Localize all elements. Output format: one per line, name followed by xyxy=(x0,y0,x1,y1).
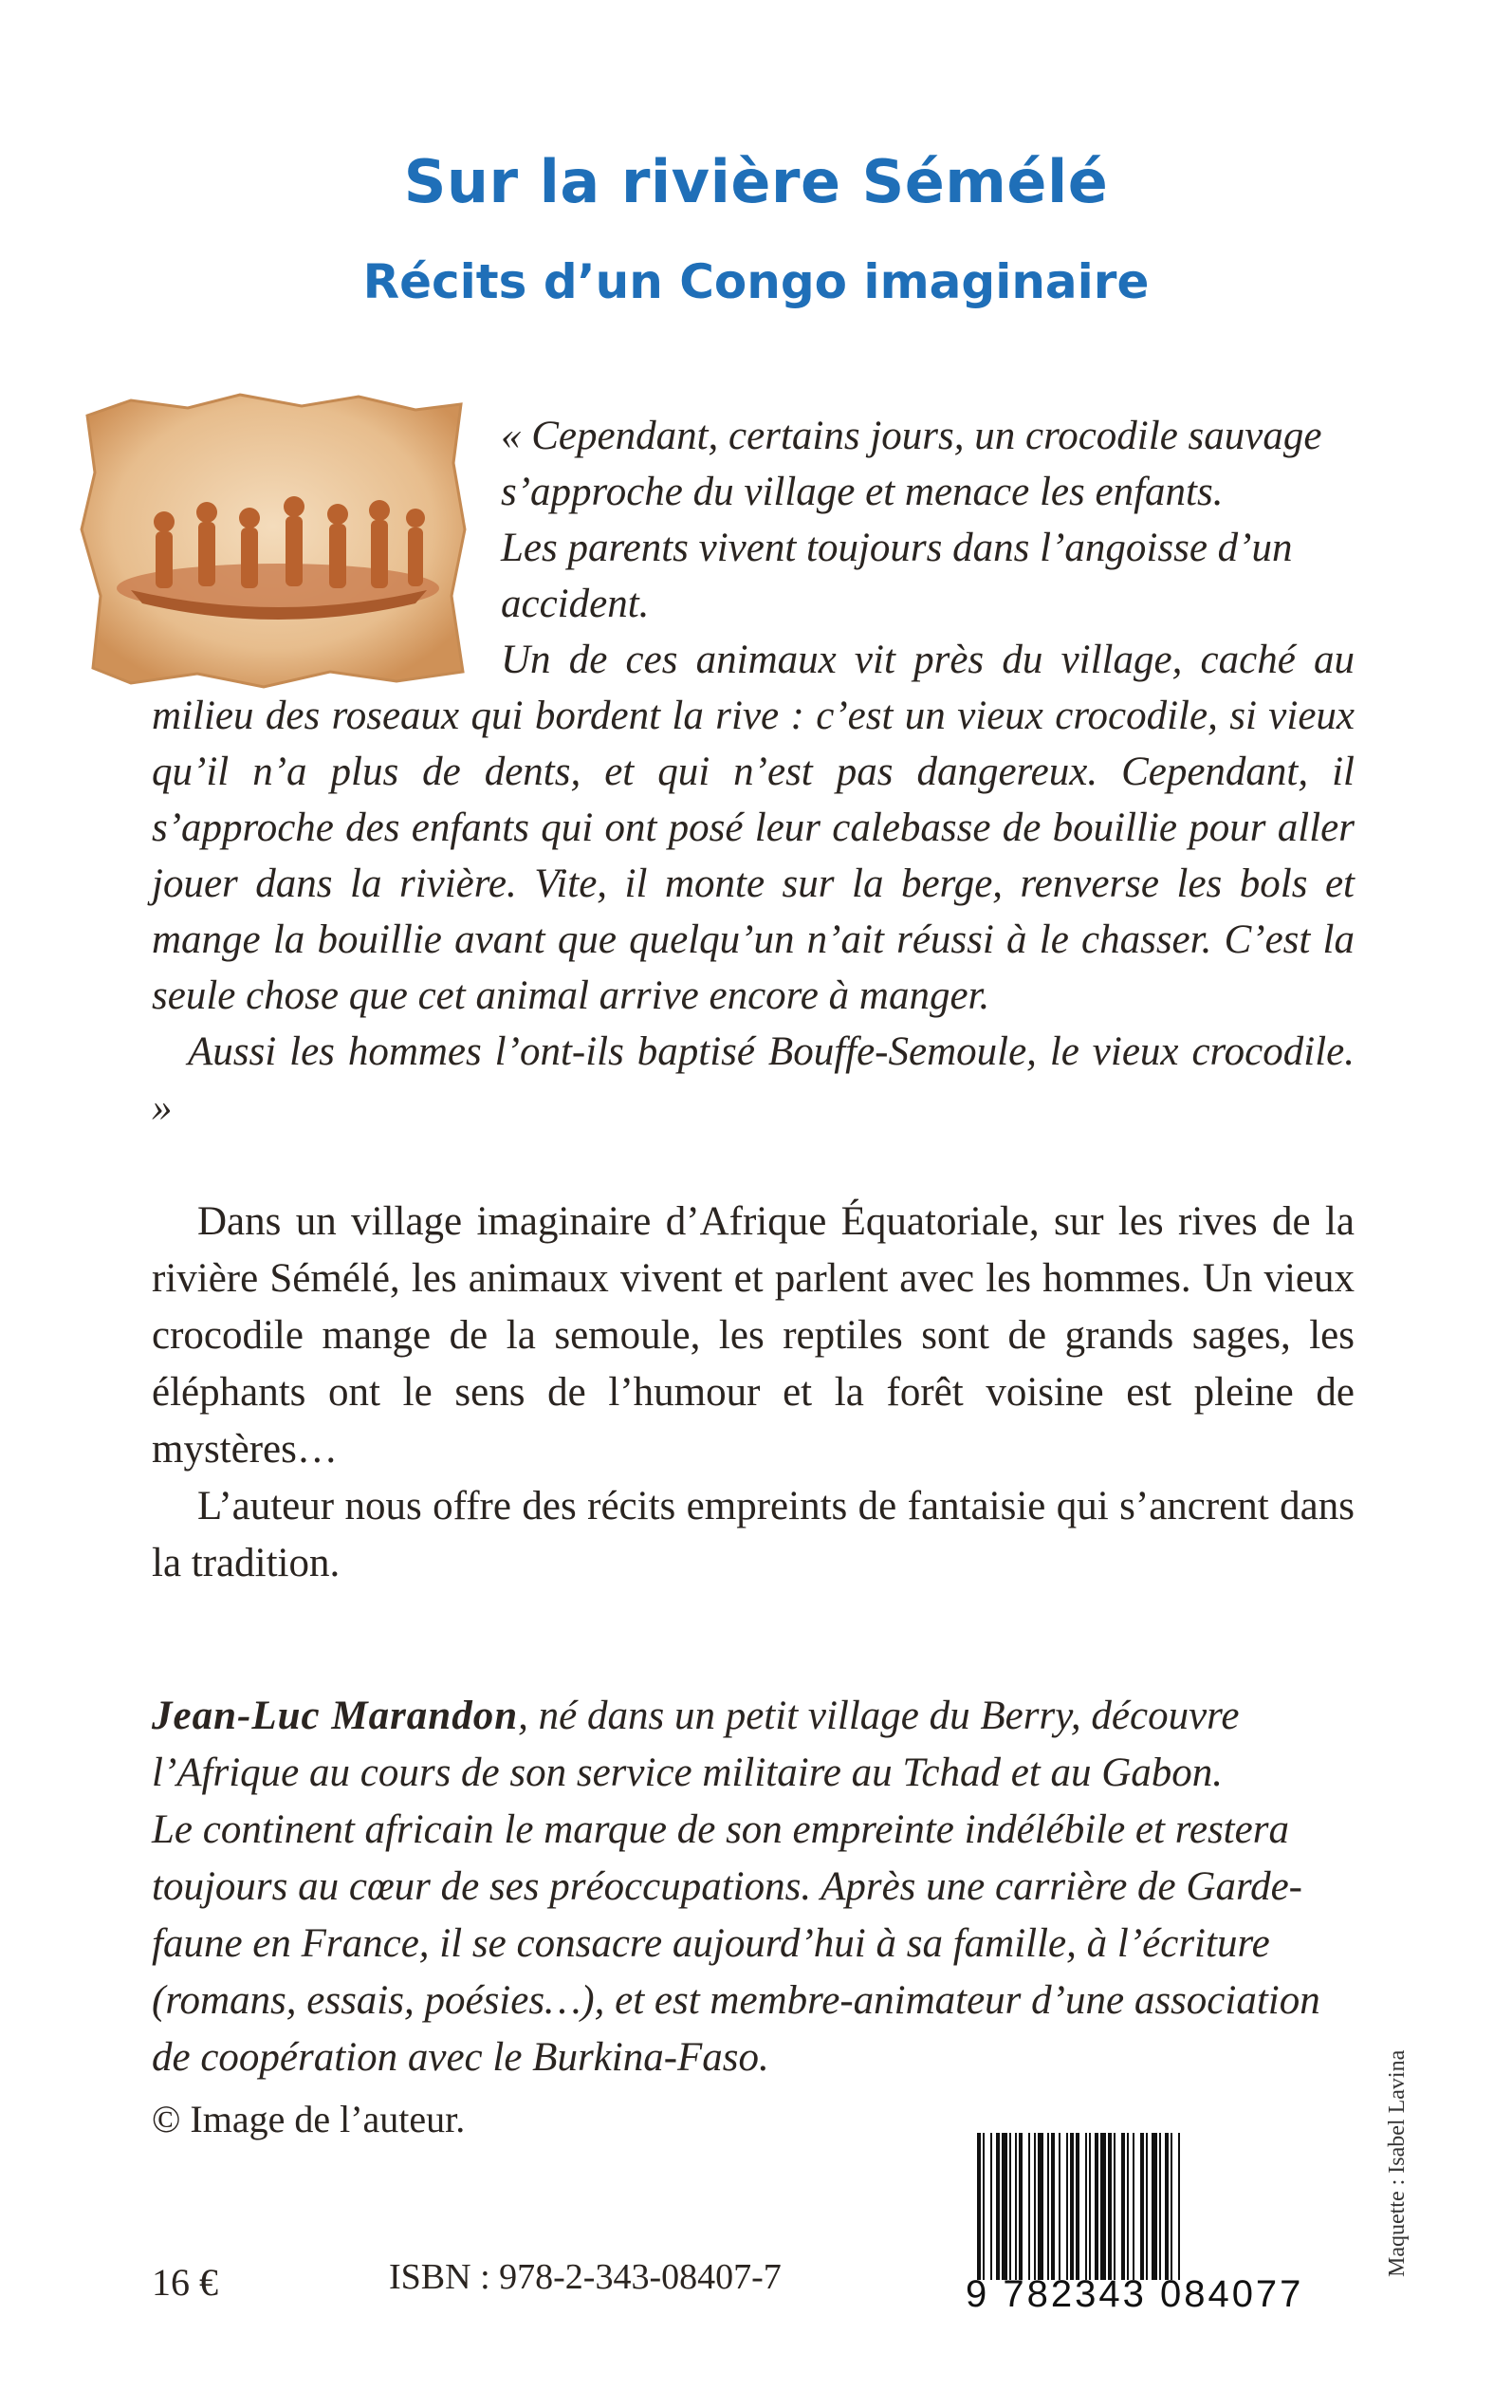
barcode-bar xyxy=(1009,2133,1011,2280)
quote-para-2: Un de ces animaux vit près du village, caché au milieu des roseaux qui bordent la rive : c’est un vieux crocodile, si vieux qu’il n’a plus de dents, et qui n’est pas dangereux. Cependant, il s’approche des enfants qui ont posé leur calebasse de bouillie pour aller jouer dans la rivière. Vite, il monte sur la berge, renverse les bols et mange la bouillie avant que quelqu’un n’ait réussi à le chasser. C’est la seule chose que cet animal arrive encore à manger. xyxy=(152,638,1355,1018)
book-summary xyxy=(152,1194,1355,1592)
barcode-bar xyxy=(1070,2133,1074,2280)
barcode-bar xyxy=(1108,2133,1112,2280)
excerpt-quote-top xyxy=(501,408,1353,632)
image-credit: © Image de l’auteur. xyxy=(152,2098,466,2140)
bio-para-1 xyxy=(152,1688,1355,1802)
barcode-bar xyxy=(1127,2133,1129,2280)
quote-line-1: « Cependant, certains jours, un crocodile sauvage s’approche du village et menace les enfants. xyxy=(501,414,1322,514)
barcode-bar xyxy=(1002,2133,1007,2280)
author-bio xyxy=(152,1688,1355,2086)
barcode-bar xyxy=(1059,2133,1060,2280)
barcode-bar xyxy=(1066,2133,1068,2280)
barcode-bar xyxy=(1051,2133,1055,2280)
barcode-bar xyxy=(977,2133,981,2280)
isbn: ISBN : 978-2-343-08407-7 xyxy=(389,2257,782,2297)
barcode-bar xyxy=(1121,2133,1125,2280)
barcode-bar xyxy=(1089,2133,1091,2280)
summary-para-1: Dans un village imaginaire d’Afrique Équatoriale, sur les rives de la rivière Sémélé, les animaux vivent et parlent avec les hommes. Un vieux crocodile mange de la semoule, les reptiles sont de grands sages, les éléphants ont le sens de l’humour et la forêt voisine est pleine de mystères… xyxy=(152,1199,1355,1472)
author-name: Jean-Luc Marandon xyxy=(152,1694,519,1738)
quote-para-3: Aussi les hommes l’ont-ils baptisé Bouffe-Semoule, le vieux crocodile. » xyxy=(152,1029,1355,1130)
barcode-bar xyxy=(1159,2133,1161,2280)
book-title: Sur la rivière Sémélé xyxy=(403,147,1109,216)
barcode-bar xyxy=(1034,2133,1036,2280)
barcode-bar xyxy=(1076,2133,1079,2280)
barcode-bar xyxy=(1171,2133,1172,2280)
barcode-bar xyxy=(1178,2133,1180,2280)
barcode-bar xyxy=(1100,2133,1106,2280)
price: 16 € xyxy=(152,2261,218,2304)
barcode-bar xyxy=(1146,2133,1148,2280)
barcode-bar xyxy=(983,2133,985,2280)
barcode-bar xyxy=(1152,2133,1157,2280)
quote-line-2: Les parents vivent toujours dans l’angoisse d’un accident. xyxy=(501,526,1293,626)
excerpt-quote-bottom xyxy=(152,632,1355,1136)
barcode-bar xyxy=(1095,2133,1098,2280)
barcode-bar xyxy=(1165,2133,1169,2280)
barcode-bar xyxy=(1085,2133,1087,2280)
book-subtitle: Récits d’un Congo imaginaire xyxy=(362,254,1150,309)
summary-para-2: L’auteur nous offre des récits empreints de fantaisie qui s’ancrent dans la tradition. xyxy=(152,1484,1355,1585)
barcode-bar xyxy=(996,2133,1000,2280)
barcode-bar xyxy=(1015,2133,1017,2280)
barcode-bar xyxy=(1047,2133,1049,2280)
barcode-bar xyxy=(1114,2133,1116,2280)
barcode-bar xyxy=(1019,2133,1023,2280)
barcode xyxy=(977,2133,1349,2280)
barcode-bar xyxy=(1140,2133,1144,2280)
barcode-bar xyxy=(1133,2133,1134,2280)
barcode-bar xyxy=(1038,2133,1043,2280)
barcode-bar xyxy=(1028,2133,1030,2280)
layout-credit: Maquette : Isabel Lavina xyxy=(1385,2049,1410,2277)
barcode-digits: 9 782343 084077 xyxy=(966,2273,1304,2315)
bio-para-2: Le continent africain le marque de son empreinte indélébile et restera toujours au cœur de ses préoccupations. Après une carrière de Garde-faune en France, il se consacre aujourd’hui à sa famille, à l’écriture (romans, essais, poésies…), et est membre-animateur d’une association de coopération avec le Burkina-Faso. xyxy=(152,1807,1320,2080)
barcode-bar xyxy=(990,2133,992,2280)
bio-line-1: , né dans un petit village du Berry, découvre l’Afrique au cours de son service militaire au Tchad et au Gabon. xyxy=(152,1694,1240,1795)
